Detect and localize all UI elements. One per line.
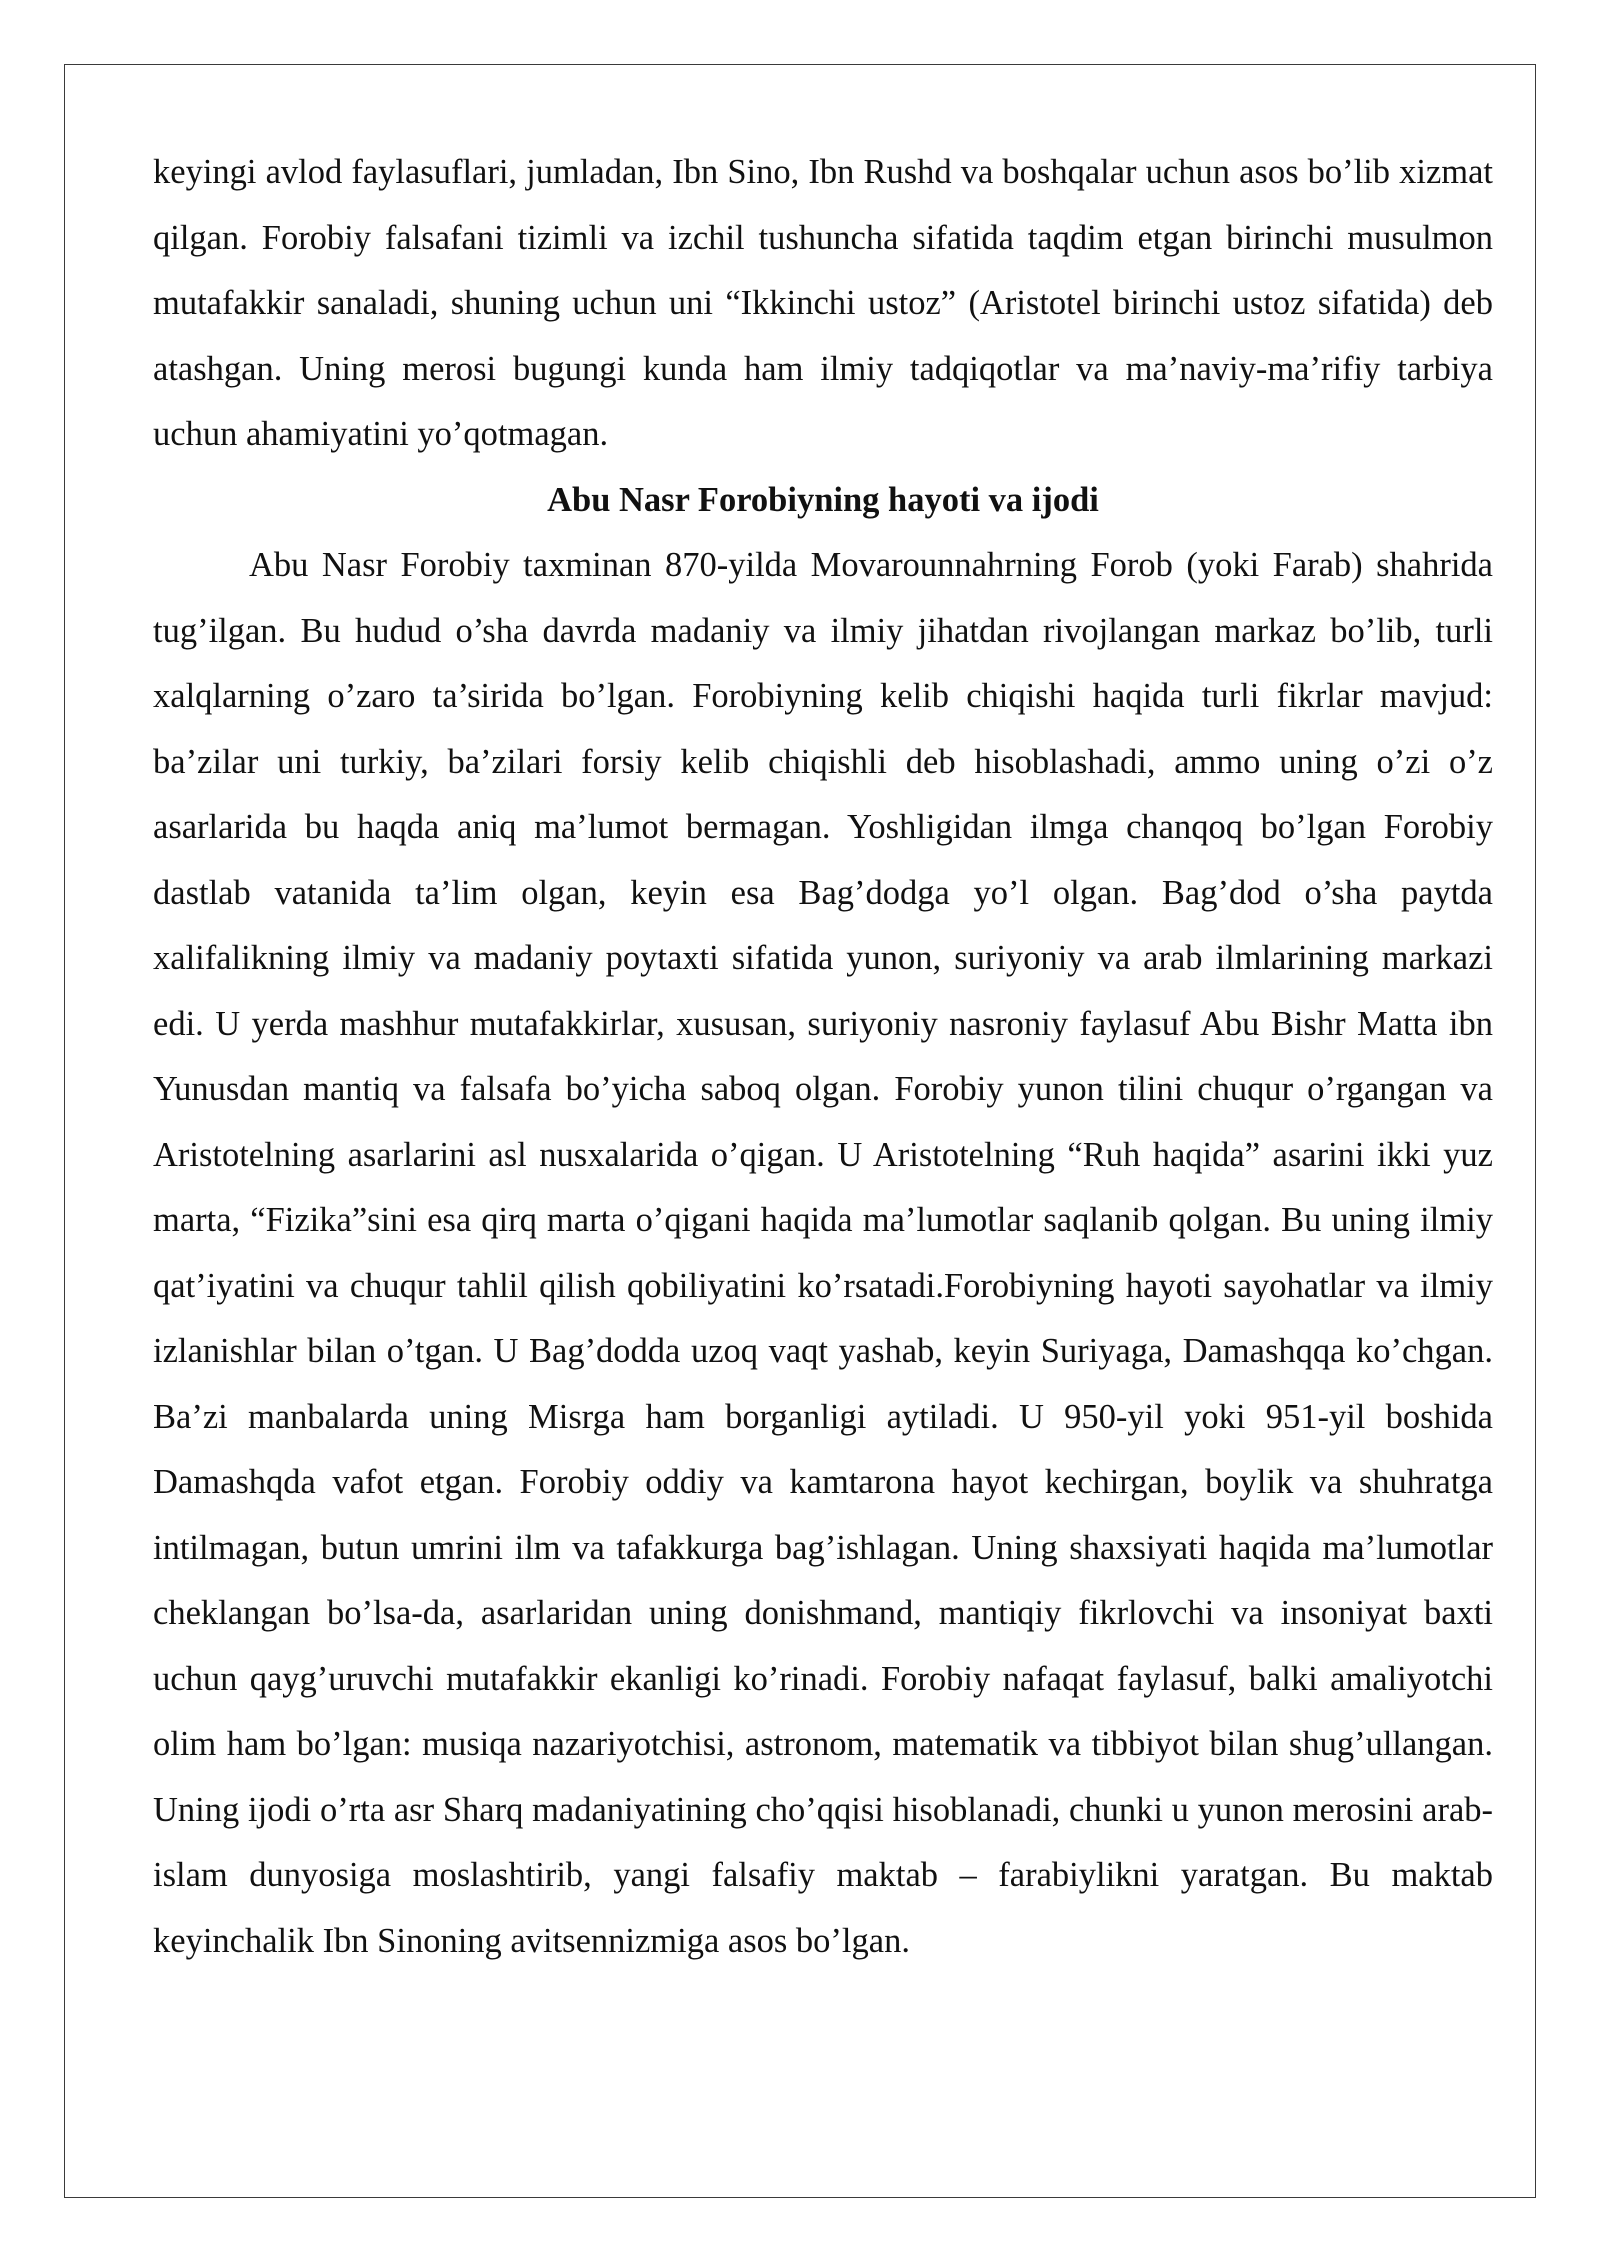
paragraph-biography: Abu Nasr Forobiy taxminan 870-yilda Movarounnahrning Forob (yoki Farab) shahrida tug’ilgan. Bu hudud o’sha davrda madaniy va ilmiy jihatdan rivojlangan markaz bo’lib, turli xalqlarning o’zaro ta’sirida bo’lgan. Forobiyning kelib chiqishi haqida turli fikrlar mavjud: ba’zilar uni turkiy, ba’zilari forsiy kelib chiqishli deb hisoblashadi, ammo uning o’zi o’z asarlarida bu haqda aniq ma’lumot bermagan. Yoshligidan ilmga chanqoq bo’lgan Forobiy dastlab vatanida ta’lim olgan, keyin esa Bag’dodga yo’l olgan. Bag’dod o’sha paytda xalifalikning ilmiy va madaniy poytaxti sifatida yunon, suriyoniy va arab ilmlarining markazi edi. U yerda mashhur mutafakkirlar, xususan, suriyoniy nasroniy faylasuf Abu Bishr Matta ibn Yunusdan mantiq va falsafa bo’yicha saboq olgan. Forobiy yunon tilini chuqur o’rgangan va Aristotelning asarlarini asl nusxalarida o’qigan. U Aristotelning “Ruh haqida” asarini ikki yuz marta, “Fizika”sini esa qirq marta o’qigani haqida ma’lumotlar saqlanib qolgan. Bu uning ilmiy qat’iyatini va chuqur tahlil qilish qobiliyatini ko’rsatadi.Forobiyning hayoti sayohatlar va ilmiy izlanishlar bilan o’tgan. U Bag’dodda uzoq vaqt yashab, keyin Suriyaga, Damashqqa ko’chgan. Ba’zi manbalarda uning Misrga ham borganligi aytiladi. U 950-yil yoki 951-yil boshida Damashqda vafot etgan. Forobiy oddiy va kamtarona hayot kechirgan, boylik va shuhratga intilmagan, butun umrini ilm va tafakkurga bag’ishlagan. Uning shaxsiyati haqida ma’lumotlar cheklangan bo’lsa-da, asarlaridan uning donishmand, mantiqiy fikrlovchi va insoniyat baxti uchun qayg’uruvchi mutafakkir ekanligi ko’rinadi. Forobiy nafaqat faylasuf, balki amaliyotchi olim ham bo’lgan: musiqa nazariyotchisi, astronom, matematik va tibbiyot bilan shug’ullangan. Uning ijodi o’rta asr Sharq madaniyatining cho’qqisi hisoblanadi, chunki u yunon merosini arab-islam dunyosiga moslashtirib, yangi falsafiy maktab – farabiylikni yaratgan. Bu maktab keyinchalik Ibn Sinoning avitsennizmiga asos bo’lgan. (153, 546, 1493, 1960)
document-body (153, 140, 1493, 1974)
section-heading: Abu Nasr Forobiyning hayoti va ijodi (547, 480, 1099, 519)
paragraph-intro: keyingi avlod faylasuflari, jumladan, Ibn Sino, Ibn Rushd va boshqalar uchun asos bo’lib xizmat qilgan. Forobiy falsafani tizimli va izchil tushuncha sifatida taqdim etgan birinchi musulmon mutafakkir sanaladi, shuning uchun uni “Ikkinchi ustoz” (Aristotel birinchi ustoz sifatida) deb atashgan. Uning merosi bugungi kunda ham ilmiy tadqiqotlar va ma’naviy-ma’rifiy tarbiya uchun ahamiyatini yo’qotmagan. (153, 153, 1493, 453)
